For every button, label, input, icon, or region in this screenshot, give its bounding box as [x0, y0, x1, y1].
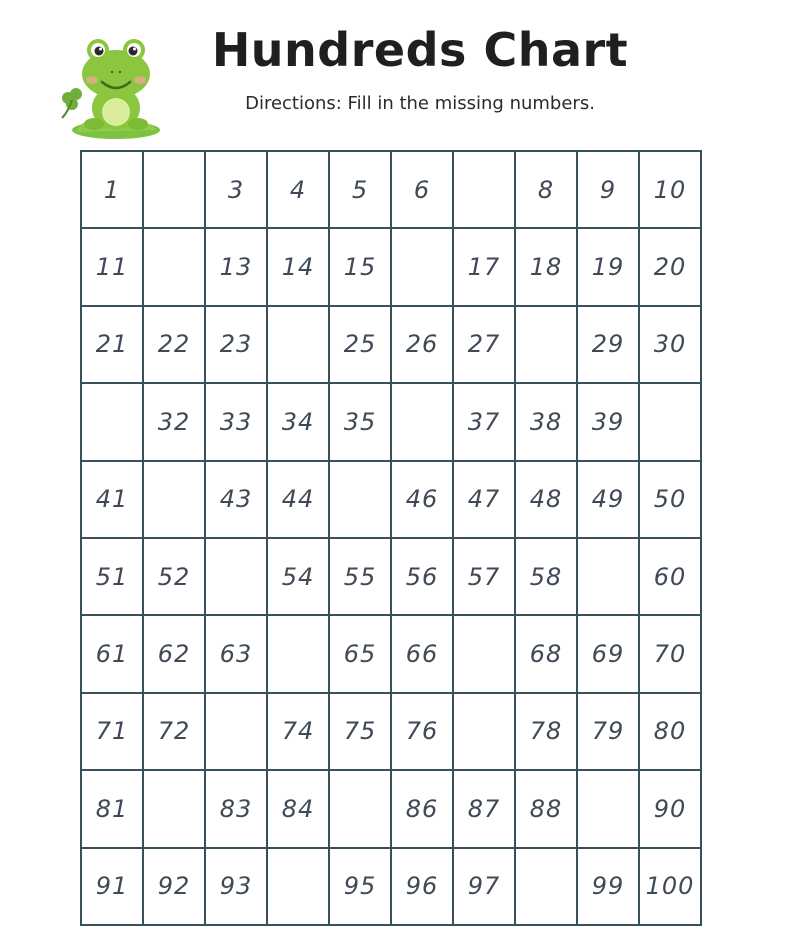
- blank-cell[interactable]: [268, 616, 330, 693]
- number-cell: 26: [392, 307, 454, 384]
- frog-illustration: [58, 28, 162, 144]
- number-cell: 30: [640, 307, 702, 384]
- number-cell: 21: [82, 307, 144, 384]
- number-cell: 22: [144, 307, 206, 384]
- number-cell: 32: [144, 384, 206, 461]
- number-cell: 88: [516, 771, 578, 848]
- number-cell: 92: [144, 849, 206, 926]
- number-cell: 90: [640, 771, 702, 848]
- number-cell: 62: [144, 616, 206, 693]
- number-cell: 23: [206, 307, 268, 384]
- number-cell: 79: [578, 694, 640, 771]
- number-cell: 49: [578, 462, 640, 539]
- number-cell: 95: [330, 849, 392, 926]
- number-cell: 35: [330, 384, 392, 461]
- number-cell: 96: [392, 849, 454, 926]
- number-cell: 39: [578, 384, 640, 461]
- number-cell: 13: [206, 229, 268, 306]
- number-cell: 50: [640, 462, 702, 539]
- number-cell: 74: [268, 694, 330, 771]
- number-cell: 8: [516, 152, 578, 229]
- blank-cell[interactable]: [268, 307, 330, 384]
- number-cell: 10: [640, 152, 702, 229]
- number-cell: 97: [454, 849, 516, 926]
- number-cell: 54: [268, 539, 330, 616]
- number-cell: 71: [82, 694, 144, 771]
- number-cell: 69: [578, 616, 640, 693]
- blank-cell[interactable]: [330, 771, 392, 848]
- number-cell: 11: [82, 229, 144, 306]
- number-cell: 72: [144, 694, 206, 771]
- number-cell: 25: [330, 307, 392, 384]
- number-cell: 46: [392, 462, 454, 539]
- number-cell: 80: [640, 694, 702, 771]
- blank-cell[interactable]: [268, 849, 330, 926]
- number-cell: 38: [516, 384, 578, 461]
- number-cell: 44: [268, 462, 330, 539]
- blank-cell[interactable]: [330, 462, 392, 539]
- number-cell: 48: [516, 462, 578, 539]
- number-cell: 34: [268, 384, 330, 461]
- number-cell: 5: [330, 152, 392, 229]
- number-cell: 65: [330, 616, 392, 693]
- blank-cell[interactable]: [454, 694, 516, 771]
- number-cell: 70: [640, 616, 702, 693]
- number-cell: 17: [454, 229, 516, 306]
- number-cell: 57: [454, 539, 516, 616]
- number-cell: 19: [578, 229, 640, 306]
- number-cell: 27: [454, 307, 516, 384]
- number-cell: 41: [82, 462, 144, 539]
- number-cell: 6: [392, 152, 454, 229]
- blank-cell[interactable]: [578, 771, 640, 848]
- blank-cell[interactable]: [454, 152, 516, 229]
- number-cell: 58: [516, 539, 578, 616]
- blank-cell[interactable]: [82, 384, 144, 461]
- number-cell: 51: [82, 539, 144, 616]
- number-cell: 86: [392, 771, 454, 848]
- number-cell: 37: [454, 384, 516, 461]
- number-cell: 3: [206, 152, 268, 229]
- number-cell: 14: [268, 229, 330, 306]
- number-cell: 9: [578, 152, 640, 229]
- number-cell: 99: [578, 849, 640, 926]
- blank-cell[interactable]: [206, 539, 268, 616]
- blank-cell[interactable]: [516, 849, 578, 926]
- number-cell: 66: [392, 616, 454, 693]
- number-cell: 93: [206, 849, 268, 926]
- blank-cell[interactable]: [392, 229, 454, 306]
- hundreds-chart-grid: [80, 150, 702, 926]
- number-cell: 91: [82, 849, 144, 926]
- clover-icon: [62, 88, 82, 118]
- directions-text: Directions: Fill in the missing numbers.: [245, 93, 595, 114]
- blank-cell[interactable]: [144, 462, 206, 539]
- blank-cell[interactable]: [454, 616, 516, 693]
- number-cell: 78: [516, 694, 578, 771]
- number-cell: 100: [640, 849, 702, 926]
- page-title: Hundreds Chart: [211, 23, 629, 77]
- blank-cell[interactable]: [144, 152, 206, 229]
- blank-cell[interactable]: [640, 384, 702, 461]
- number-cell: 87: [454, 771, 516, 848]
- number-cell: 60: [640, 539, 702, 616]
- number-cell: 47: [454, 462, 516, 539]
- number-cell: 29: [578, 307, 640, 384]
- number-cell: 63: [206, 616, 268, 693]
- number-cell: 81: [82, 771, 144, 848]
- number-cell: 4: [268, 152, 330, 229]
- number-cell: 83: [206, 771, 268, 848]
- number-cell: 68: [516, 616, 578, 693]
- blank-cell[interactable]: [144, 229, 206, 306]
- number-cell: 55: [330, 539, 392, 616]
- number-cell: 1: [82, 152, 144, 229]
- blank-cell[interactable]: [206, 694, 268, 771]
- number-cell: 84: [268, 771, 330, 848]
- number-cell: 43: [206, 462, 268, 539]
- number-cell: 56: [392, 539, 454, 616]
- number-cell: 15: [330, 229, 392, 306]
- blank-cell[interactable]: [578, 539, 640, 616]
- number-cell: 52: [144, 539, 206, 616]
- number-cell: 20: [640, 229, 702, 306]
- blank-cell[interactable]: [144, 771, 206, 848]
- number-cell: 33: [206, 384, 268, 461]
- number-cell: 18: [516, 229, 578, 306]
- number-cell: 76: [392, 694, 454, 771]
- blank-cell[interactable]: [516, 307, 578, 384]
- number-cell: 61: [82, 616, 144, 693]
- number-cell: 75: [330, 694, 392, 771]
- blank-cell[interactable]: [392, 384, 454, 461]
